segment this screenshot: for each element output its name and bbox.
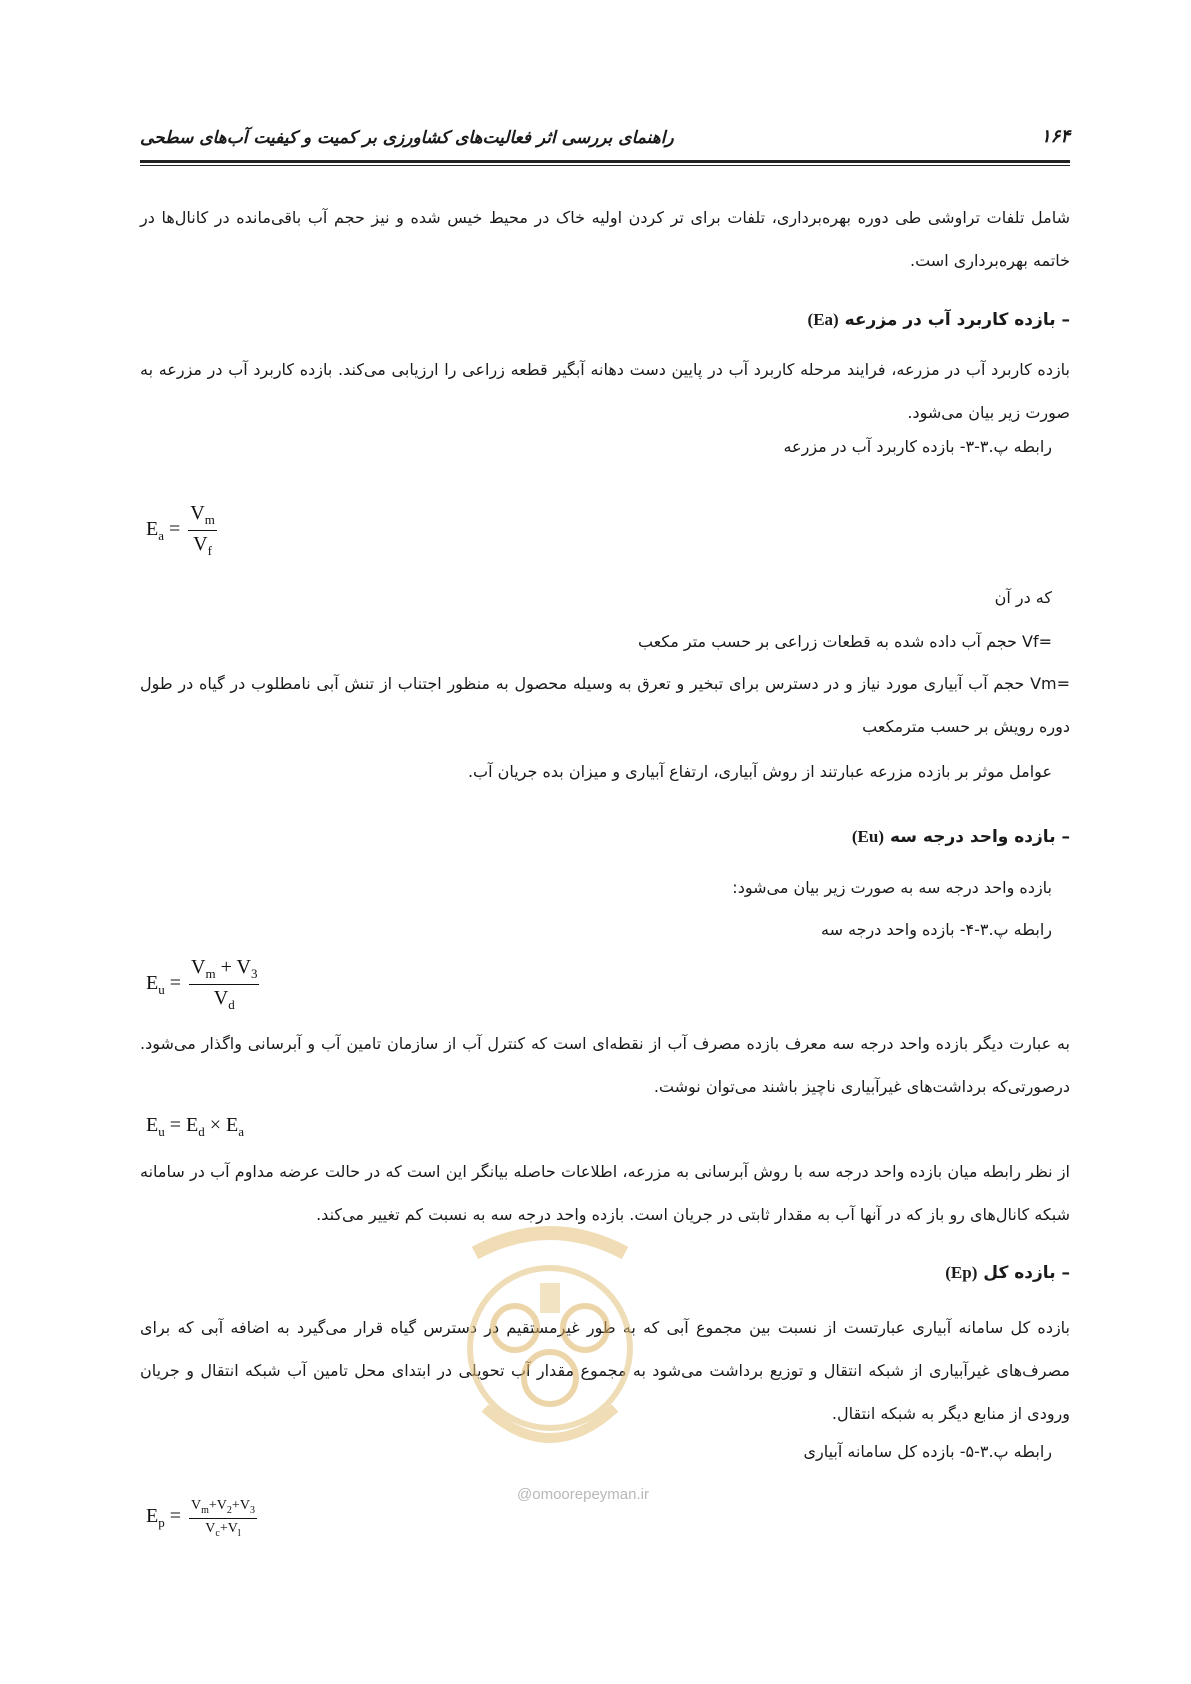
at-icon: @ <box>517 1486 533 1503</box>
equation-ea-numerator: $V_m$ <box>190 502 215 527</box>
ea-relation-caption: رابطه پ.۳-۳- بازده کاربرد آب در مزرعه <box>783 437 1052 456</box>
ea-body: بازده کاربرد آب در مزرعه، فرایند مرحله کاربرد آب در پایین دست دهانه آبگیر قطعه زراعی را ارزیابی می‌کند. بازده کاربرد آب در مزرعه به صورت زیر بیان می‌شود. <box>140 360 1070 422</box>
eu-paragraph-3: از نظر رابطه میان بازده واحد درجه سه با روش آبرسانی به مزرعه، اطلاعات حاصله بیانگر این است که در حالت عرضه مداوم آب در سامانه شبکه کانال‌های رو باز که در آنها آب به مقدار ثابتی در جریان است. بازده واحد درجه سه به نسبت کم تغییر می‌کند. <box>140 1162 1070 1224</box>
heading-ea-symbol: (Ea) <box>807 310 839 329</box>
heading-eu <box>140 822 1070 852</box>
equation-eu-product <box>146 1114 244 1140</box>
definition-vf: =Vf حجم آب داده شده به قطعات زراعی بر حسب متر مکعب <box>637 632 1052 651</box>
page-number: ۱۶۴ <box>1040 126 1070 147</box>
ea-factors: عوامل موثر بر بازده مزرعه عبارتند از روش آبیاری، ارتفاع آبیاری و میزان بده جریان آب. <box>467 762 1052 781</box>
definition-vm: =Vm حجم آب آبیاری مورد نیاز و در دسترس برای تبخیر و تعرق به وسیله محصول به منظور اجتناب از تنش آبی نامطلوب در گیاه در طول دوره رویش بر حسب مترمکعب <box>140 674 1070 736</box>
heading-ep-symbol: (Ep) <box>945 1263 978 1282</box>
eu-paragraph-2: به عبارت دیگر بازده واحد درجه سه معرف بازده مصرف آب از نقطه‌ای است که کنترل آب از سازمان تامین آب و آبرسانی واگذار می‌شود. درصورتی‌که برداشت‌های غیرآبیاری ناچیز باشند می‌توان نوشت. <box>140 1034 1070 1096</box>
equation-ep-numerator: $V_m+V_2+V_3$ <box>191 1498 255 1516</box>
equation-eu-denominator: $V_d$ <box>213 987 235 1012</box>
eu-relation-caption: رابطه پ.۳-۴- بازده واحد درجه سه <box>821 920 1052 939</box>
equation-eu-lhs: $E_u$ = <box>146 971 181 997</box>
equation-eu-product-text: $E_u = E_d \times E_a$ <box>146 1114 244 1139</box>
equation-ea-lhs: $E_a$ = <box>146 517 181 543</box>
equation-eu-numerator: $V_m + V_3$ <box>191 956 258 981</box>
equation-ea <box>146 502 217 559</box>
header-rule-thin <box>140 165 1070 166</box>
equation-ep-lhs: $E_p$ = <box>146 1505 181 1531</box>
equation-ep <box>146 1498 257 1539</box>
fraction-bar <box>189 984 259 985</box>
heading-ea-text: – بازده کاربرد آب در مزرعه <box>844 310 1070 330</box>
watermark-site <box>483 1486 683 1503</box>
equation-ea-denominator: $V_f$ <box>193 533 212 558</box>
heading-eu-text: – بازده واحد درجه سه <box>889 827 1070 847</box>
heading-eu-symbol: (Eu) <box>851 827 885 846</box>
fraction-bar <box>188 530 217 531</box>
fraction-bar <box>189 1518 257 1519</box>
heading-ea <box>140 305 1070 335</box>
equation-ep-fraction <box>189 1498 257 1539</box>
ep-body: بازده کل سامانه آبیاری عبارتست از نسبت بین مجموع آبی که به طور غیرمستقیم در دسترس گیاه قرار می‌گیرد به اضافه آبی که برای مصرف‌های غیرآبیاری از شبکه انتقال و توزیع برداشت می‌شود به مجموع مقدار آب تحویلی در ابتدای محل تامین آب شبکه انتقال و جریان ورودی از منابع دیگر به شبکه انتقال. <box>140 1318 1070 1423</box>
equation-eu-fraction <box>189 956 259 1013</box>
watermark-logo-icon <box>455 1208 645 1478</box>
ep-relation-caption: رابطه پ.۳-۵- بازده کل سامانه آبیاری <box>803 1442 1052 1461</box>
where-label: که در آن <box>994 588 1052 607</box>
eu-body: بازده واحد درجه سه به صورت زیر بیان می‌شود: <box>732 878 1052 897</box>
equation-ea-fraction <box>188 502 217 559</box>
equation-ep-denominator: $V_c+V_l$ <box>205 1520 241 1539</box>
intro-paragraph: شامل تلفات تراوشی طی دوره بهره‌برداری، تلفات برای تر کردن اولیه خاک در محیط خیس شده و نیز حجم آب باقی‌مانده در کانال‌ها در خاتمه بهره‌برداری است. <box>140 208 1070 270</box>
heading-ep-text: – بازده کل <box>983 1263 1070 1283</box>
watermark-site-text: omoorepeyman.ir <box>532 1486 649 1503</box>
running-header-title: راهنمای بررسی اثر فعالیت‌های کشاورزی بر کمیت و کیفیت آب‌های سطحی <box>140 128 674 148</box>
header-rule <box>140 160 1070 163</box>
equation-eu <box>146 956 259 1013</box>
